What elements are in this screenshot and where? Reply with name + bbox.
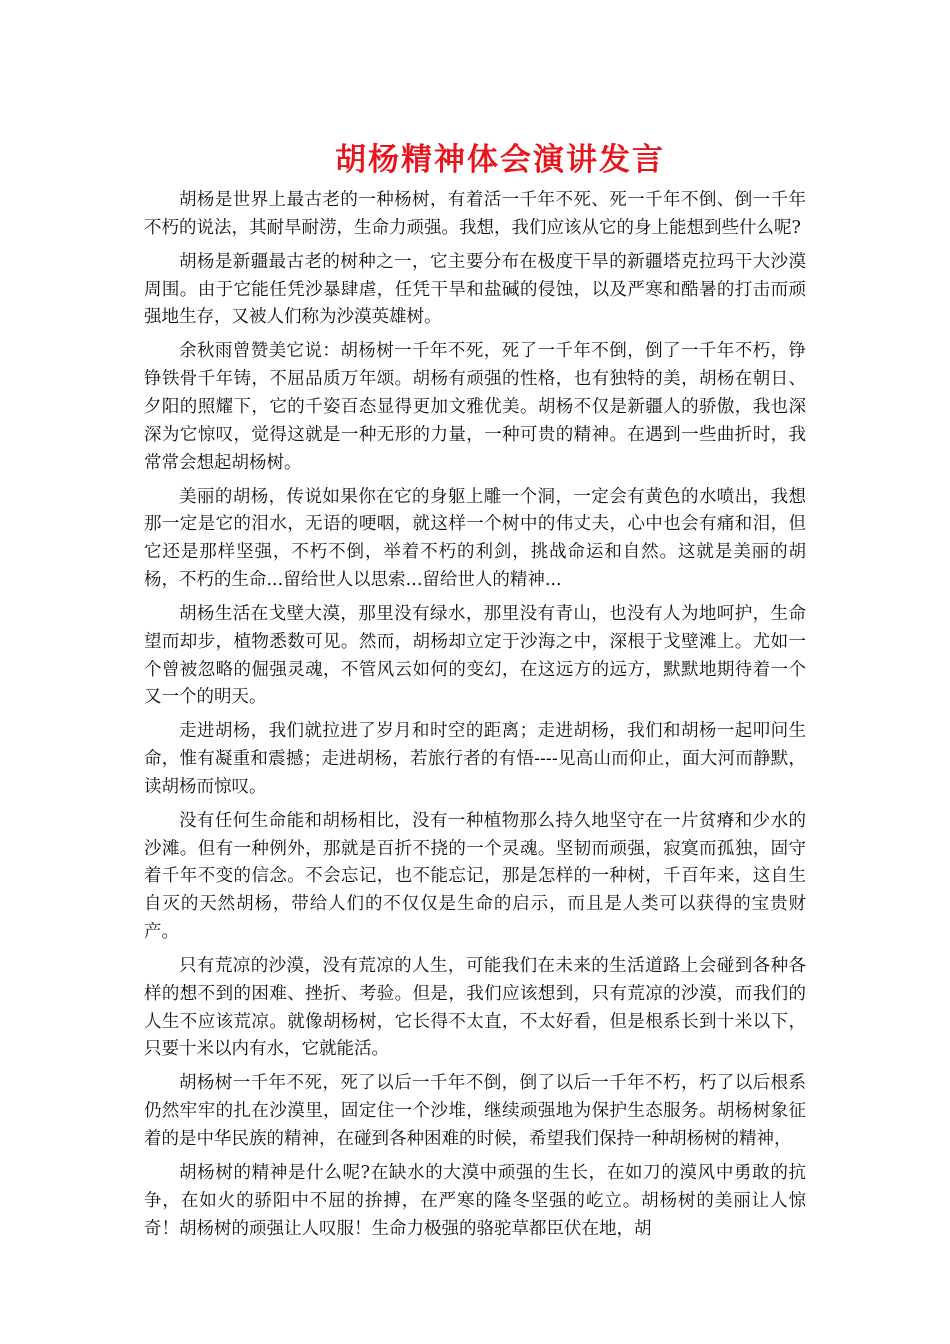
paragraph: 只有荒凉的沙漠，没有荒凉的人生，可能我们在未来的生活道路上会碰到各种各样的想不到的困难、挫折、考验。但是，我们应该想到，只有荒凉的沙漠，而我们的人生不应该荒凉。就像胡杨树，它长得不太直，不太好看，但是根系长到十米以下，只要十米以内有水，它就能活。	[144, 956, 806, 1060]
paragraph: 美丽的胡杨，传说如果你在它的身躯上雕一个洞，一定会有黄色的水喷出，我想那一定是它的泪水，无语的哽咽，就这样一个树中的伟丈夫，心中也会有痛和泪，但它还是那样坚强，不朽不倒，举着不朽的利剑，挑战命运和自然。这就是美丽的胡杨，不朽的生命...留给世人以思索...留给世人的精神...	[144, 486, 806, 590]
paragraph: 胡杨是新疆最古老的树种之一，它主要分布在极度干旱的新疆塔克拉玛干大沙漠周围。由于它能任凭沙暴肆虐，任凭干旱和盐碱的侵蚀，以及严寒和酷暑的打击而顽强地生存，又被人们称为沙漠英雄树。	[144, 251, 806, 328]
paragraph: 胡杨生活在戈壁大漠，那里没有绿水，那里没有青山，也没有人为地呵护，生命望而却步，植物悉数可见。然而，胡杨却立定于沙海之中，深根于戈壁滩上。尤如一个曾被忽略的倔强灵魂，不管风云如何的变幻，在这远方的远方，默默地期待着一个又一个的明天。	[144, 603, 806, 708]
paragraph: 余秋雨曾赞美它说：胡杨树一千年不死，死了一千年不倒，倒了一千年不朽，铮铮铁骨千年铸，不屈品质万年颂。胡杨有顽强的性格，也有独特的美，胡杨在朝日、夕阳的照耀下，它的千姿百态显得更加文雅优美。胡杨不仅是新疆人的骄傲，我也深深为它惊叹，觉得这就是一种无形的力量，一种可贵的精神。在遇到一些曲折时，我常常会想起胡杨树。	[144, 341, 806, 473]
document-title: 胡杨精神体会演讲发言	[335, 142, 665, 178]
paragraph: 胡杨树一千年不死，死了以后一千年不倒，倒了以后一千年不朽，朽了以后根系仍然牢牢的扎在沙漠里，固定住一个沙堆，继续顽强地为保护生态服务。胡杨树象征着的是中华民族的精神，在碰到各种困难的时候，希望我们保持一种胡杨树的精神，	[144, 1073, 806, 1149]
document-body	[144, 187, 806, 1250]
paragraph: 胡杨是世界上最古老的一种杨树，有着活一千年不死、死一千年不倒、倒一千年不朽的说法，其耐旱耐涝，生命力顽强。我想，我们应该从它的身上能想到些什么呢?	[144, 190, 806, 238]
paragraph: 没有任何生命能和胡杨相比，没有一种植物那么持久地坚守在一片贫瘠和少水的沙滩。但有一种例外，那就是百折不挠的一个灵魂。坚韧而顽强，寂寞而孤独，固守着千年不变的信念。不会忘记，也不能忘记，那是怎样的一种树，千百年来，这自生自灭的天然胡杨，带给人们的不仅仅是生命的启示，而且是人类可以获得的宝贵财产。	[144, 810, 806, 943]
paragraph: 走进胡杨，我们就拉进了岁月和时空的距离；走进胡杨，我们和胡杨一起叩问生命，惟有凝重和震撼；走进胡杨，若旅行者的有悟----见高山而仰止，面大河而静默，读胡杨而惊叹。	[144, 721, 806, 797]
paragraph: 胡杨树的精神是什么呢?在缺水的大漠中顽强的生长，在如刀的漠风中勇敢的抗争，在如火的骄阳中不屈的拚搏，在严寒的隆冬坚强的屹立。胡杨树的美丽让人惊奇！胡杨树的顽强让人叹服！生命力极强的骆驼草都臣伏在地，胡	[144, 1162, 806, 1239]
